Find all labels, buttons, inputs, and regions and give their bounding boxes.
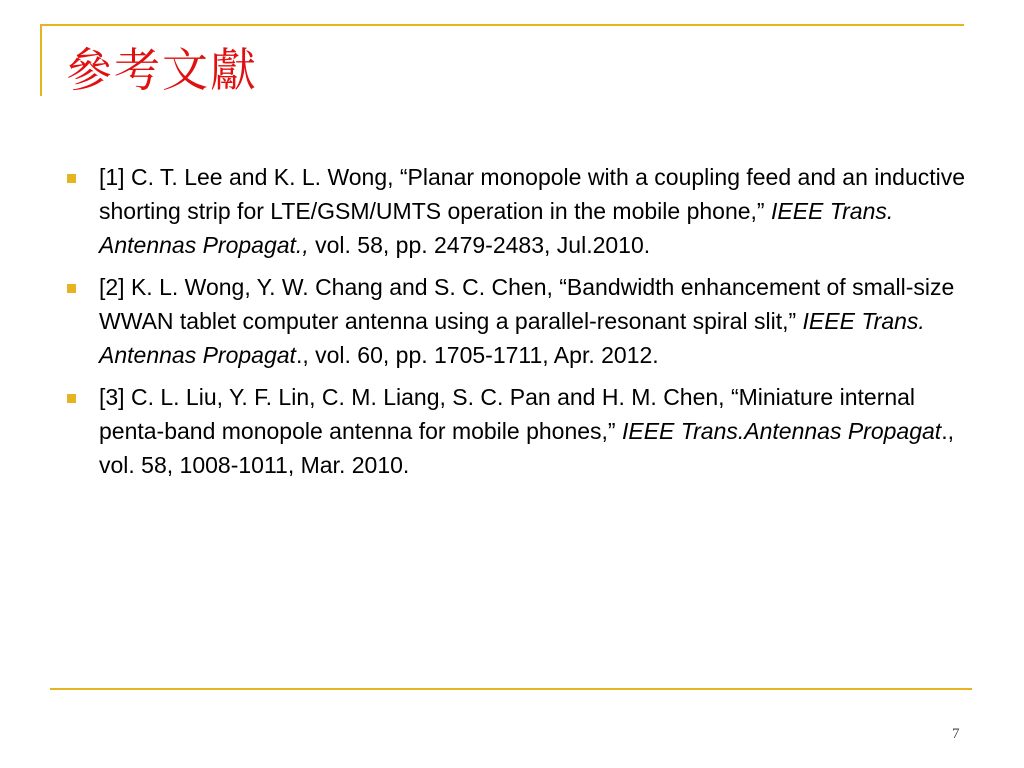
title-left-rule bbox=[40, 24, 42, 96]
reference-list bbox=[60, 160, 970, 490]
square-bullet-icon bbox=[67, 394, 76, 403]
reference-3-journal: IEEE Trans.Antennas Propagat bbox=[621, 418, 942, 444]
reference-1-journal: IEEE Trans. Antennas Propagat., bbox=[99, 198, 894, 258]
slide-title: 參考文獻 bbox=[66, 43, 258, 97]
square-bullet-icon bbox=[67, 174, 76, 183]
reference-2-details: ., vol. 60, pp. 1705-1711, Apr. 2012. bbox=[295, 342, 659, 368]
page-number: 7 bbox=[952, 726, 960, 742]
title-top-rule bbox=[40, 24, 964, 26]
square-bullet-icon bbox=[67, 284, 76, 293]
reference-1-details: vol. 58, pp. 2479-2483, Jul.2010. bbox=[308, 232, 651, 258]
footer-rule bbox=[50, 688, 972, 690]
reference-2-journal: IEEE Trans. Antennas Propagat bbox=[99, 308, 925, 368]
reference-item-1 bbox=[60, 160, 970, 262]
reference-3-details: ., vol. 58, 1008-1011, Mar. 2010. bbox=[99, 418, 954, 478]
reference-3-text: [3] C. L. Liu, Y. F. Lin, C. M. Liang, S. C. Pan and H. M. Chen, “Miniature internal penta-band monopole antenna for mobile phones,” bbox=[99, 384, 916, 444]
reference-item-2 bbox=[60, 270, 970, 372]
reference-item-3 bbox=[60, 380, 970, 482]
reference-1-text: [1] C. T. Lee and K. L. Wong, “Planar monopole with a coupling feed and an inductive shorting strip for LTE/GSM/UMTS operation in the mobile phone,” bbox=[99, 164, 966, 224]
reference-2-text: [2] K. L. Wong, Y. W. Chang and S. C. Chen, “Bandwidth enhancement of small-size WWAN tablet computer antenna using a parallel-resonant spiral slit,” bbox=[99, 274, 955, 334]
